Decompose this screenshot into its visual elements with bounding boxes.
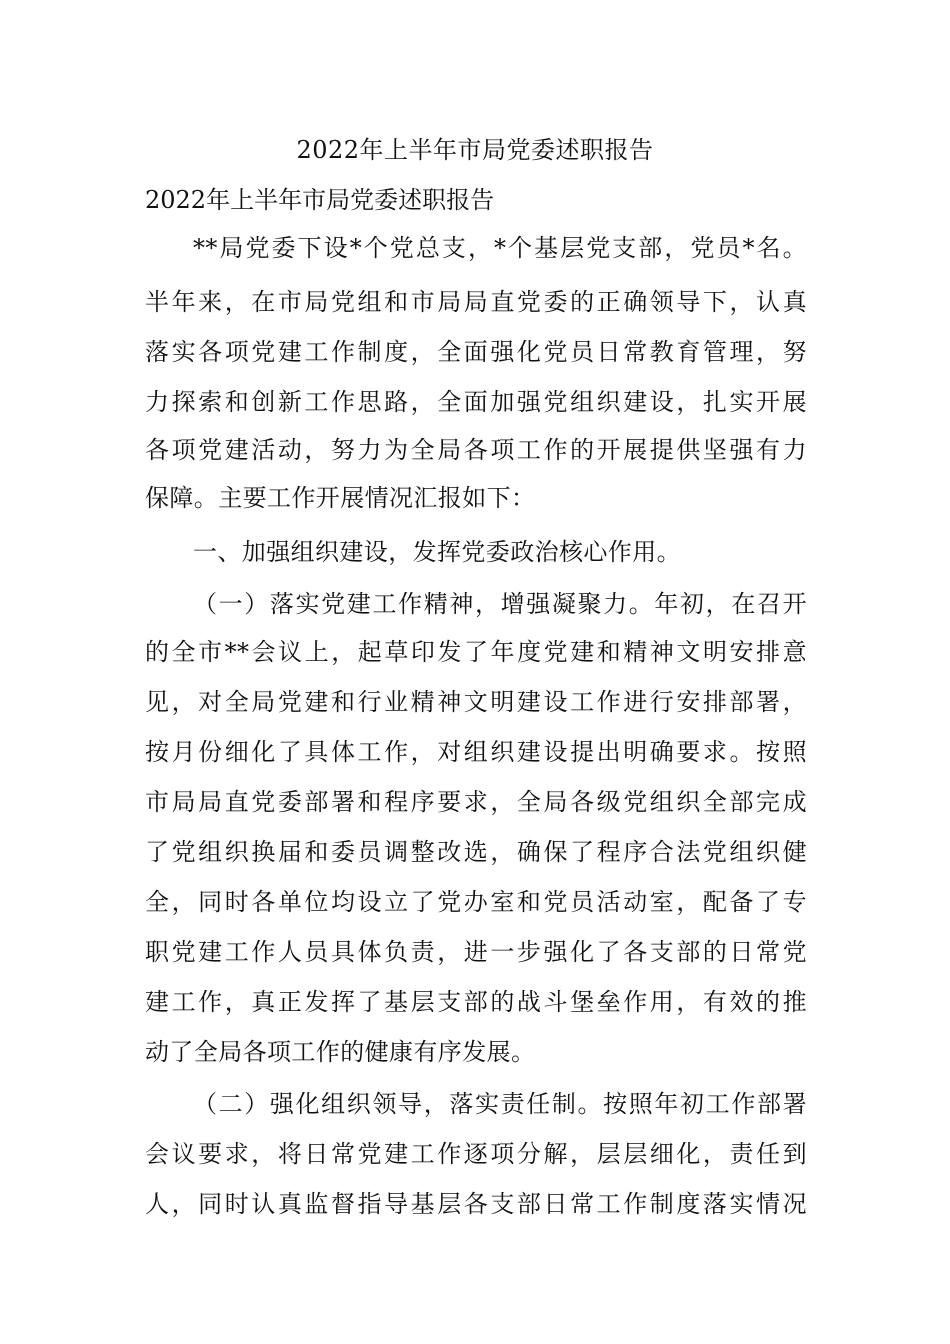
section-heading: 一、加强组织建设，发挥党委政治核心作用。 bbox=[193, 538, 681, 566]
paragraph-line: **局党委下设*个党总支，*个基层党支部，党员*名。 bbox=[193, 234, 807, 262]
paragraph-line: 职党建工作人员具体负责，进一步强化了各支部的日常党 bbox=[145, 938, 807, 966]
paragraph-line: 建工作，真正发挥了基层支部的战斗堡垒作用，有效的推 bbox=[145, 988, 807, 1016]
paragraph-line: 市局局直党委部署和程序要求，全局各级党组织全部完成 bbox=[145, 788, 807, 816]
paragraph-line: （一）落实党建工作精神，增强凝聚力。年初，在召开 bbox=[193, 590, 807, 618]
paragraph-line: 见，对全局党建和行业精神文明建设工作进行安排部署， bbox=[145, 688, 807, 716]
paragraph-line: 了党组织换届和委员调整改选，确保了程序合法党组织健 bbox=[145, 838, 807, 866]
paragraph-line: 人，同时认真监督指导基层各支部日常工作制度落实情况 bbox=[145, 1190, 807, 1218]
document-subtitle: 2022年上半年市局党委述职报告 bbox=[145, 186, 495, 214]
document-title: 2022年上半年市局党委述职报告 bbox=[296, 136, 654, 164]
paragraph-line: （二）强化组织领导，落实责任制。按照年初工作部署 bbox=[193, 1090, 807, 1118]
paragraph-line: 全，同时各单位均设立了党办室和党员活动室，配备了专 bbox=[145, 888, 807, 916]
paragraph-line: 的全市**会议上，起草印发了年度党建和精神文明安排意 bbox=[145, 638, 807, 666]
paragraph-line: 保障。主要工作开展情况汇报如下： bbox=[145, 484, 536, 512]
paragraph-line: 半年来，在市局党组和市局局直党委的正确领导下，认真 bbox=[145, 288, 807, 316]
paragraph-line: 落实各项党建工作制度，全面强化党员日常教育管理，努 bbox=[145, 338, 807, 366]
paragraph-line: 动了全局各项工作的健康有序发展。 bbox=[145, 1038, 536, 1066]
paragraph-line: 按月份细化了具体工作，对组织建设提出明确要求。按照 bbox=[145, 738, 807, 766]
paragraph-line: 会议要求，将日常党建工作逐项分解，层层细化，责任到 bbox=[145, 1140, 807, 1168]
paragraph-line: 各项党建活动，努力为全局各项工作的开展提供坚强有力 bbox=[145, 436, 807, 464]
paragraph-line: 力探索和创新工作思路，全面加强党组织建设，扎实开展 bbox=[145, 388, 807, 416]
